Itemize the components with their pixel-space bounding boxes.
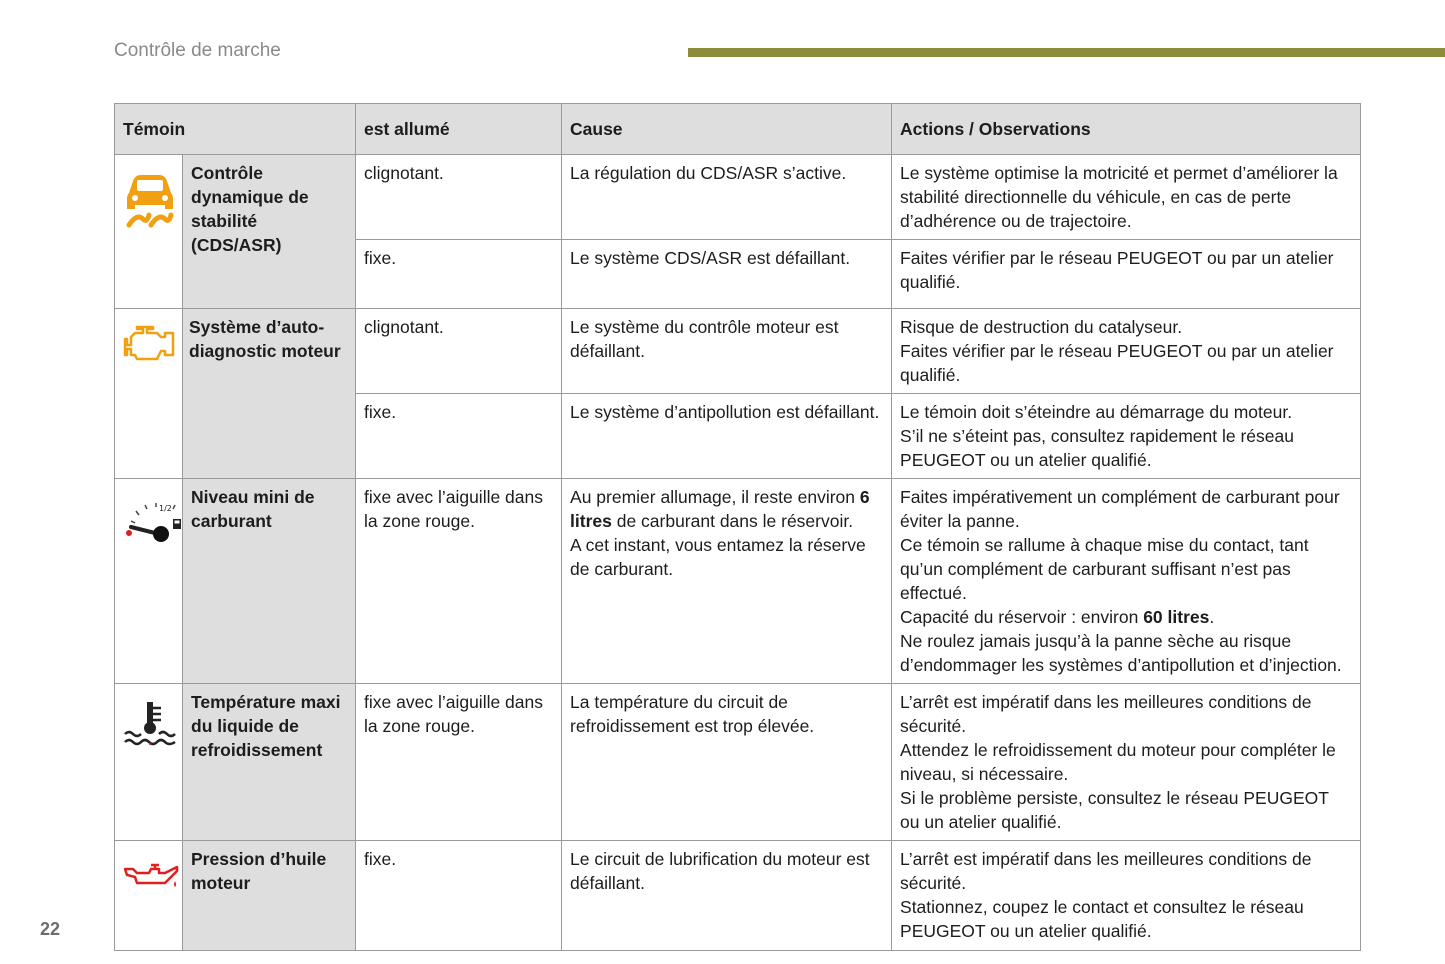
warning-name: Température maxi du liquide de refroidissement xyxy=(183,684,356,841)
action-line: L’arrêt est impératif dans les meilleures conditions de sécurité. xyxy=(900,692,1312,736)
cause-cell: Le système d’antipollution est défaillant. xyxy=(562,394,892,479)
action-line: Ne roulez jamais jusqu’à la panne sèche au risque d’endommager les systèmes d’antipollution et d’injection. xyxy=(900,631,1342,675)
warning-name: Niveau mini de carburant xyxy=(183,479,356,684)
fuel-gauge-icon xyxy=(123,497,185,547)
table-row xyxy=(115,155,1361,240)
actions-cell xyxy=(892,479,1361,684)
oil-can-icon xyxy=(123,863,179,893)
icon-cell xyxy=(115,684,183,841)
actions-cell: Faites vérifier par le réseau PEUGEOT ou par un atelier qualifié. xyxy=(892,240,1361,309)
action-line: Risque de destruction du catalyseur. xyxy=(900,317,1183,337)
warning-name: Pression d’huile moteur xyxy=(183,841,356,951)
gauge-half-label: 1/2 xyxy=(159,504,172,513)
header-state: est allumé xyxy=(356,104,562,155)
cause-line: A cet instant, vous entamez la réserve de carburant. xyxy=(570,535,866,579)
header-actions: Actions / Observations xyxy=(892,104,1361,155)
header-temoin: Témoin xyxy=(115,104,356,155)
section-accent-bar xyxy=(688,48,1445,57)
warning-name: Système d’auto-diagnostic moteur xyxy=(183,309,356,479)
skid-car-icon xyxy=(123,173,177,233)
cause-text: de carburant dans le réservoir. xyxy=(611,511,854,531)
action-text: . xyxy=(1209,607,1215,627)
action-line: Faites impérativement un complément de carburant pour éviter la panne. xyxy=(900,487,1340,531)
cause-cell: La température du circuit de refroidissement est trop élevée. xyxy=(562,684,892,841)
state-cell: clignotant. xyxy=(356,309,562,394)
table-header-row xyxy=(115,104,1361,155)
action-text: Capacité du réservoir : environ xyxy=(900,607,1144,627)
action-line xyxy=(900,605,1352,629)
action-line: Stationnez, coupez le contact et consultez le réseau PEUGEOT ou un atelier qualifié. xyxy=(900,897,1304,941)
actions-cell xyxy=(892,841,1361,951)
cause-line xyxy=(570,485,883,533)
actions-cell: Le système optimise la motricité et permet d’améliorer la stabilité directionnelle du véhicule, en cas de perte d’adhérence ou de trajectoire. xyxy=(892,155,1361,240)
cause-cell: Le circuit de lubrification du moteur est défaillant. xyxy=(562,841,892,951)
page-number: 22 xyxy=(40,919,61,939)
state-cell: fixe avec l’aiguille dans la zone rouge. xyxy=(356,684,562,841)
state-cell: fixe. xyxy=(356,240,562,309)
header-cause: Cause xyxy=(562,104,892,155)
coolant-temperature-icon xyxy=(123,700,177,746)
table-row xyxy=(115,479,1361,684)
actions-cell xyxy=(892,394,1361,479)
actions-cell xyxy=(892,309,1361,394)
warning-name: Contrôle dynamique de stabilité (CDS/ASR) xyxy=(183,155,356,309)
cause-bold-text: 6 litres xyxy=(570,487,870,531)
state-cell: clignotant. xyxy=(356,155,562,240)
actions-cell xyxy=(892,684,1361,841)
action-line: S’il ne s’éteint pas, consultez rapidement le réseau PEUGEOT ou un atelier qualifié. xyxy=(900,426,1294,470)
cause-cell: La régulation du CDS/ASR s’active. xyxy=(562,155,892,240)
icon-cell xyxy=(115,479,183,684)
table-row xyxy=(115,309,1361,394)
action-line: Si le problème persiste, consultez le réseau PEUGEOT ou un atelier qualifié. xyxy=(900,788,1329,832)
engine-icon xyxy=(123,325,177,365)
table-row xyxy=(115,841,1361,951)
warning-lights-table xyxy=(114,103,1361,951)
section-title: Contrôle de marche xyxy=(114,40,281,61)
cause-cell: Le système CDS/ASR est défaillant. xyxy=(562,240,892,309)
table-row xyxy=(115,684,1361,841)
cause-cell xyxy=(562,479,892,684)
state-cell: fixe avec l’aiguille dans la zone rouge. xyxy=(356,479,562,684)
action-line: Attendez le refroidissement du moteur pour compléter le niveau, si nécessaire. xyxy=(900,740,1336,784)
cause-text: Au premier allumage, il reste environ xyxy=(570,487,860,507)
icon-cell xyxy=(115,841,183,951)
state-cell: fixe. xyxy=(356,841,562,951)
action-line: L’arrêt est impératif dans les meilleures conditions de sécurité. xyxy=(900,849,1312,893)
action-line: Faites vérifier par le réseau PEUGEOT ou par un atelier qualifié. xyxy=(900,341,1334,385)
cause-cell: Le système du contrôle moteur est défaillant. xyxy=(562,309,892,394)
state-cell: fixe. xyxy=(356,394,562,479)
action-bold-text: 60 litres xyxy=(1143,607,1210,627)
action-line: Ce témoin se rallume à chaque mise du contact, tant qu’un complément de carburant suffisant n’est pas effectué. xyxy=(900,535,1309,603)
icon-cell xyxy=(115,309,183,479)
action-line: Le témoin doit s’éteindre au démarrage du moteur. xyxy=(900,402,1293,422)
icon-cell xyxy=(115,155,183,309)
